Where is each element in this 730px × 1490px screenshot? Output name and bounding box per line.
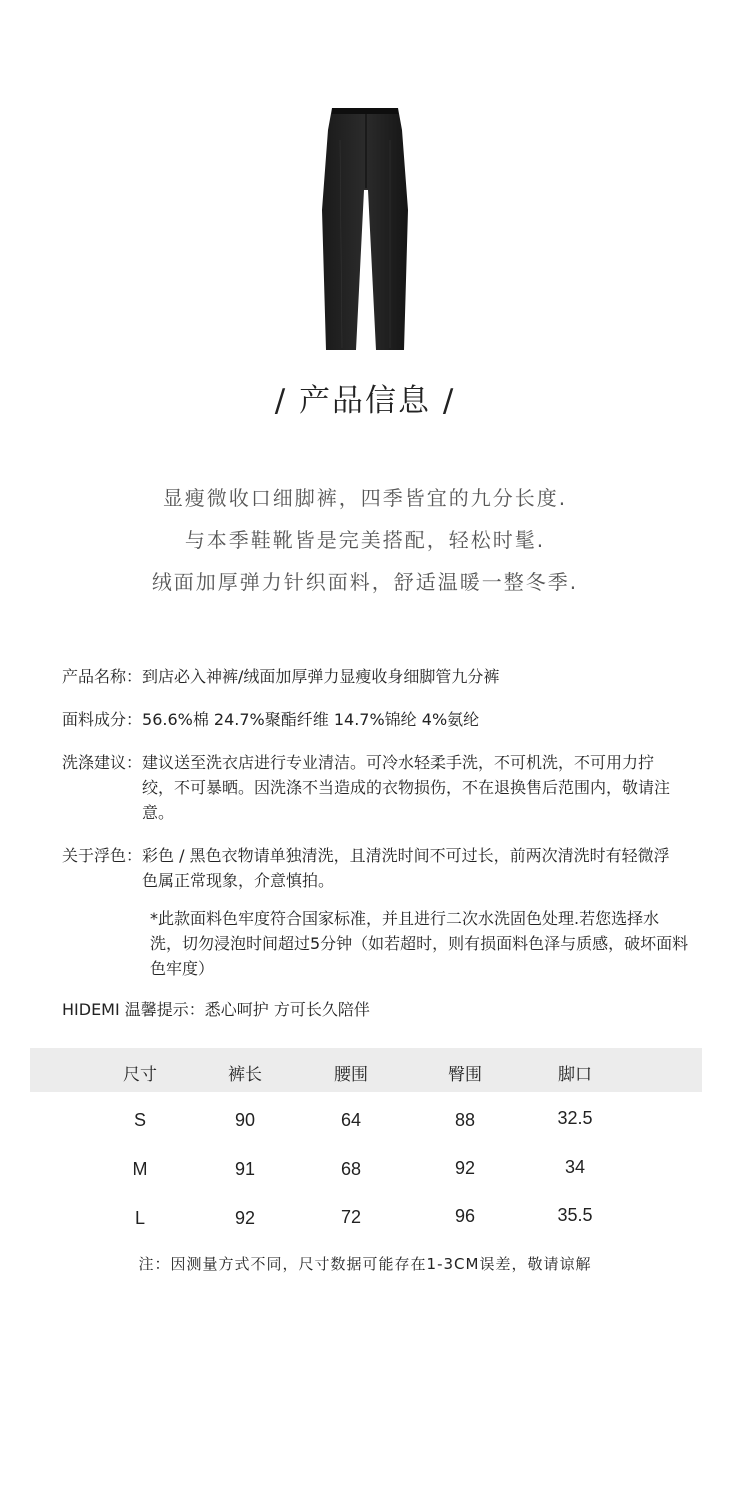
size-header-cell: 腰围 bbox=[334, 1065, 368, 1085]
size-header-cell: 尺寸 bbox=[123, 1065, 157, 1085]
info-label: 关于浮色： bbox=[62, 846, 143, 865]
size-cell: 34 bbox=[564, 1157, 586, 1177]
info-label: 面料成分： bbox=[62, 710, 143, 729]
measurement-footnote: 注：因测量方式不同，尺寸数据可能存在1-3CM误差，敬请谅解 bbox=[138, 1255, 592, 1273]
size-cell: M bbox=[132, 1159, 148, 1179]
size-cell: 35.5 bbox=[557, 1205, 593, 1225]
size-cell: 64 bbox=[340, 1110, 362, 1130]
size-cell: S bbox=[133, 1110, 146, 1130]
tagline-2: 与本季鞋靴皆是完美搭配，轻松时髦. bbox=[184, 528, 546, 552]
info-product-name bbox=[62, 664, 672, 689]
size-cell: 92 bbox=[454, 1158, 476, 1178]
info-value: 建议送至洗衣店进行专业清洁。可冷水轻柔手洗，不可机洗，不可用力拧绞，不可暴晒。因洗涤不当造成的衣物损伤，不在退换售后范围内，敬请注意。 bbox=[142, 753, 671, 822]
size-header-cell: 臀围 bbox=[448, 1065, 482, 1085]
info-label: 洗涤建议： bbox=[62, 753, 143, 772]
size-cell: 92 bbox=[234, 1208, 256, 1228]
size-cell: 32.5 bbox=[557, 1108, 593, 1128]
size-header-cell: 裤长 bbox=[228, 1065, 262, 1085]
info-fading bbox=[62, 843, 672, 893]
product-image bbox=[310, 100, 420, 360]
size-cell: 90 bbox=[234, 1110, 256, 1130]
black-trousers-illustration-icon bbox=[310, 100, 420, 360]
tagline-1: 显瘦微收口细脚裤，四季皆宜的九分长度. bbox=[162, 486, 568, 510]
size-cell: 72 bbox=[340, 1207, 362, 1227]
size-cell: 96 bbox=[454, 1206, 476, 1226]
tagline-3: 绒面加厚弹力针织面料，舒适温暖一整冬季. bbox=[151, 570, 579, 594]
section-title: / 产品信息 / bbox=[274, 383, 456, 419]
size-header-cell: 脚口 bbox=[558, 1065, 592, 1085]
info-value: 彩色 / 黑色衣物请单独清洗，且清洗时间不可过长，前两次清洗时有轻微浮色属正常现象，介意慎拍。 bbox=[142, 846, 670, 890]
info-value: 56.6%棉 24.7%聚酯纤维 14.7%锦纶 4%氨纶 bbox=[142, 710, 480, 729]
size-cell: L bbox=[134, 1208, 145, 1228]
info-fabric bbox=[62, 707, 672, 732]
info-washing bbox=[62, 750, 672, 825]
care-tip: HIDEMI 温馨提示：悉心呵护 方可长久陪伴 bbox=[62, 1000, 370, 1019]
size-cell: 68 bbox=[340, 1159, 362, 1179]
size-cell: 91 bbox=[234, 1159, 256, 1179]
info-value: 到店必入神裤/绒面加厚弹力显瘦收身细脚管九分裤 bbox=[142, 667, 500, 686]
colorfastness-note: *此款面料色牢度符合国家标准，并且进行二次水洗固色处理.若您选择水洗，切勿浸泡时间超过5分钟（如若超时，则有损面料色泽与质感，破坏面料色牢度） bbox=[150, 909, 689, 978]
info-label: 产品名称： bbox=[62, 667, 143, 686]
size-cell: 88 bbox=[454, 1110, 476, 1130]
